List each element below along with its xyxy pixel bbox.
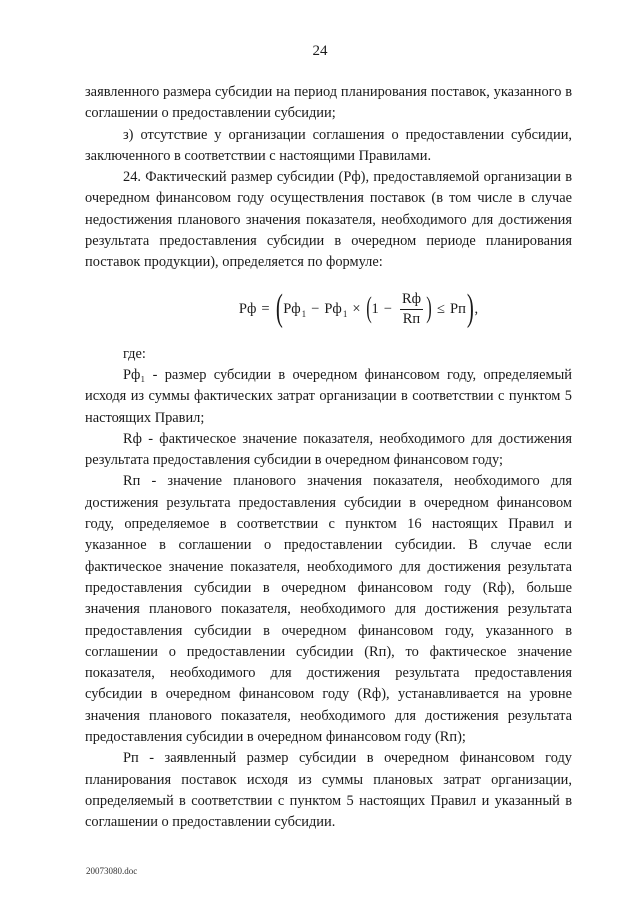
- formula-close-paren: ): [466, 286, 474, 329]
- formula-times: ×: [352, 301, 361, 318]
- definition-rf: Rф - фактическое значение показателя, необходимого для достижения результата предоставления субсидии в очередном финансовом году;: [85, 430, 572, 469]
- formula-term2: Рф: [324, 301, 342, 318]
- formula-minus: −: [311, 301, 320, 318]
- formula-term1-sub: 1: [301, 309, 307, 320]
- paragraph-continuation: заявленного размера субсидии на период планирования поставок, указанного в соглашении о предоставлении субсидии;: [85, 84, 572, 122]
- definition-rf1: Рф₁ - размер субсидии в очередном финансовом году, определяемый исходя из суммы фактических затрат организации в соответствии с пунктом 5 настоящих Правил;: [85, 366, 572, 426]
- formula-one: 1: [371, 301, 379, 318]
- formula-comma: ,: [474, 301, 479, 318]
- formula-rhs: Рп: [450, 301, 466, 318]
- formula-equals: =: [261, 301, 270, 318]
- formula-le: ≤: [437, 301, 445, 318]
- formula-inner-open-paren: (: [365, 290, 372, 324]
- document-body: [85, 82, 572, 834]
- paragraph-item-z: з) отсутствие у организации соглашения о предоставлении субсидии, заключенного в соответствии с настоящими Правилами.: [85, 126, 572, 164]
- formula-term2-sub: 1: [342, 309, 348, 320]
- page-number: 24: [312, 43, 328, 59]
- formula: [85, 284, 572, 336]
- definition-rp-index: Rп - значение планового значения показателя, необходимого для достижения результата предоставления субсидии в очередном финансовом году, определяемое в соответствии с пунктом 16 настоящих Правил и указанное в соглашении о предоставлении субсидии. В случае если фактическое значение показателя, необходимого для достижения результата предоставления субсидии в очередном финансовом году (Rф), больше значения планового показателя, необходимого для достижения результата предоставления субсидии в очередном финансовом году, указанного в соглашении о предоставлении субсидии (Rп), то фактическое значение показателя, необходимого для достижения результата предоставления субсидии в очередном финансовом году (Rф), устанавливается на уровне значения планового показателя, необходимого для достижения результата предоставления субсидии в очередном финансовом году (Rп);: [85, 473, 572, 746]
- paragraph-24: 24. Фактический размер субсидии (Рф), предоставляемой организации в очередном финансовом году осуществления поставок (в том числе в случае недостижения планового значения показателя, необходимого для достижения результата предоставления субсидии в очередном периоде планирования поставок продукции), определяется по формуле:: [85, 169, 572, 271]
- footer-filename: 20073080.doc: [86, 866, 138, 876]
- formula-inner-close-paren: ): [426, 290, 432, 324]
- definition-rp: Рп - заявленный размер субсидии в очередном финансовом году планирования поставок исходя из суммы плановых затрат организации, определяемый в соответствии с пунктом 5 настоящих Правил и указанный в соглашении о предоставлении субсидии.: [85, 750, 572, 831]
- formula-term1: Рф: [283, 301, 301, 318]
- formula-lhs: Рф: [238, 301, 257, 318]
- formula-fraction: [400, 291, 423, 328]
- paragraph-where: где:: [123, 345, 146, 362]
- formula-minus-inner: −: [383, 301, 392, 318]
- formula-frac-numerator: Rф: [400, 291, 423, 310]
- formula-open-paren: (: [275, 286, 283, 329]
- formula-frac-denominator: Rп: [402, 311, 421, 328]
